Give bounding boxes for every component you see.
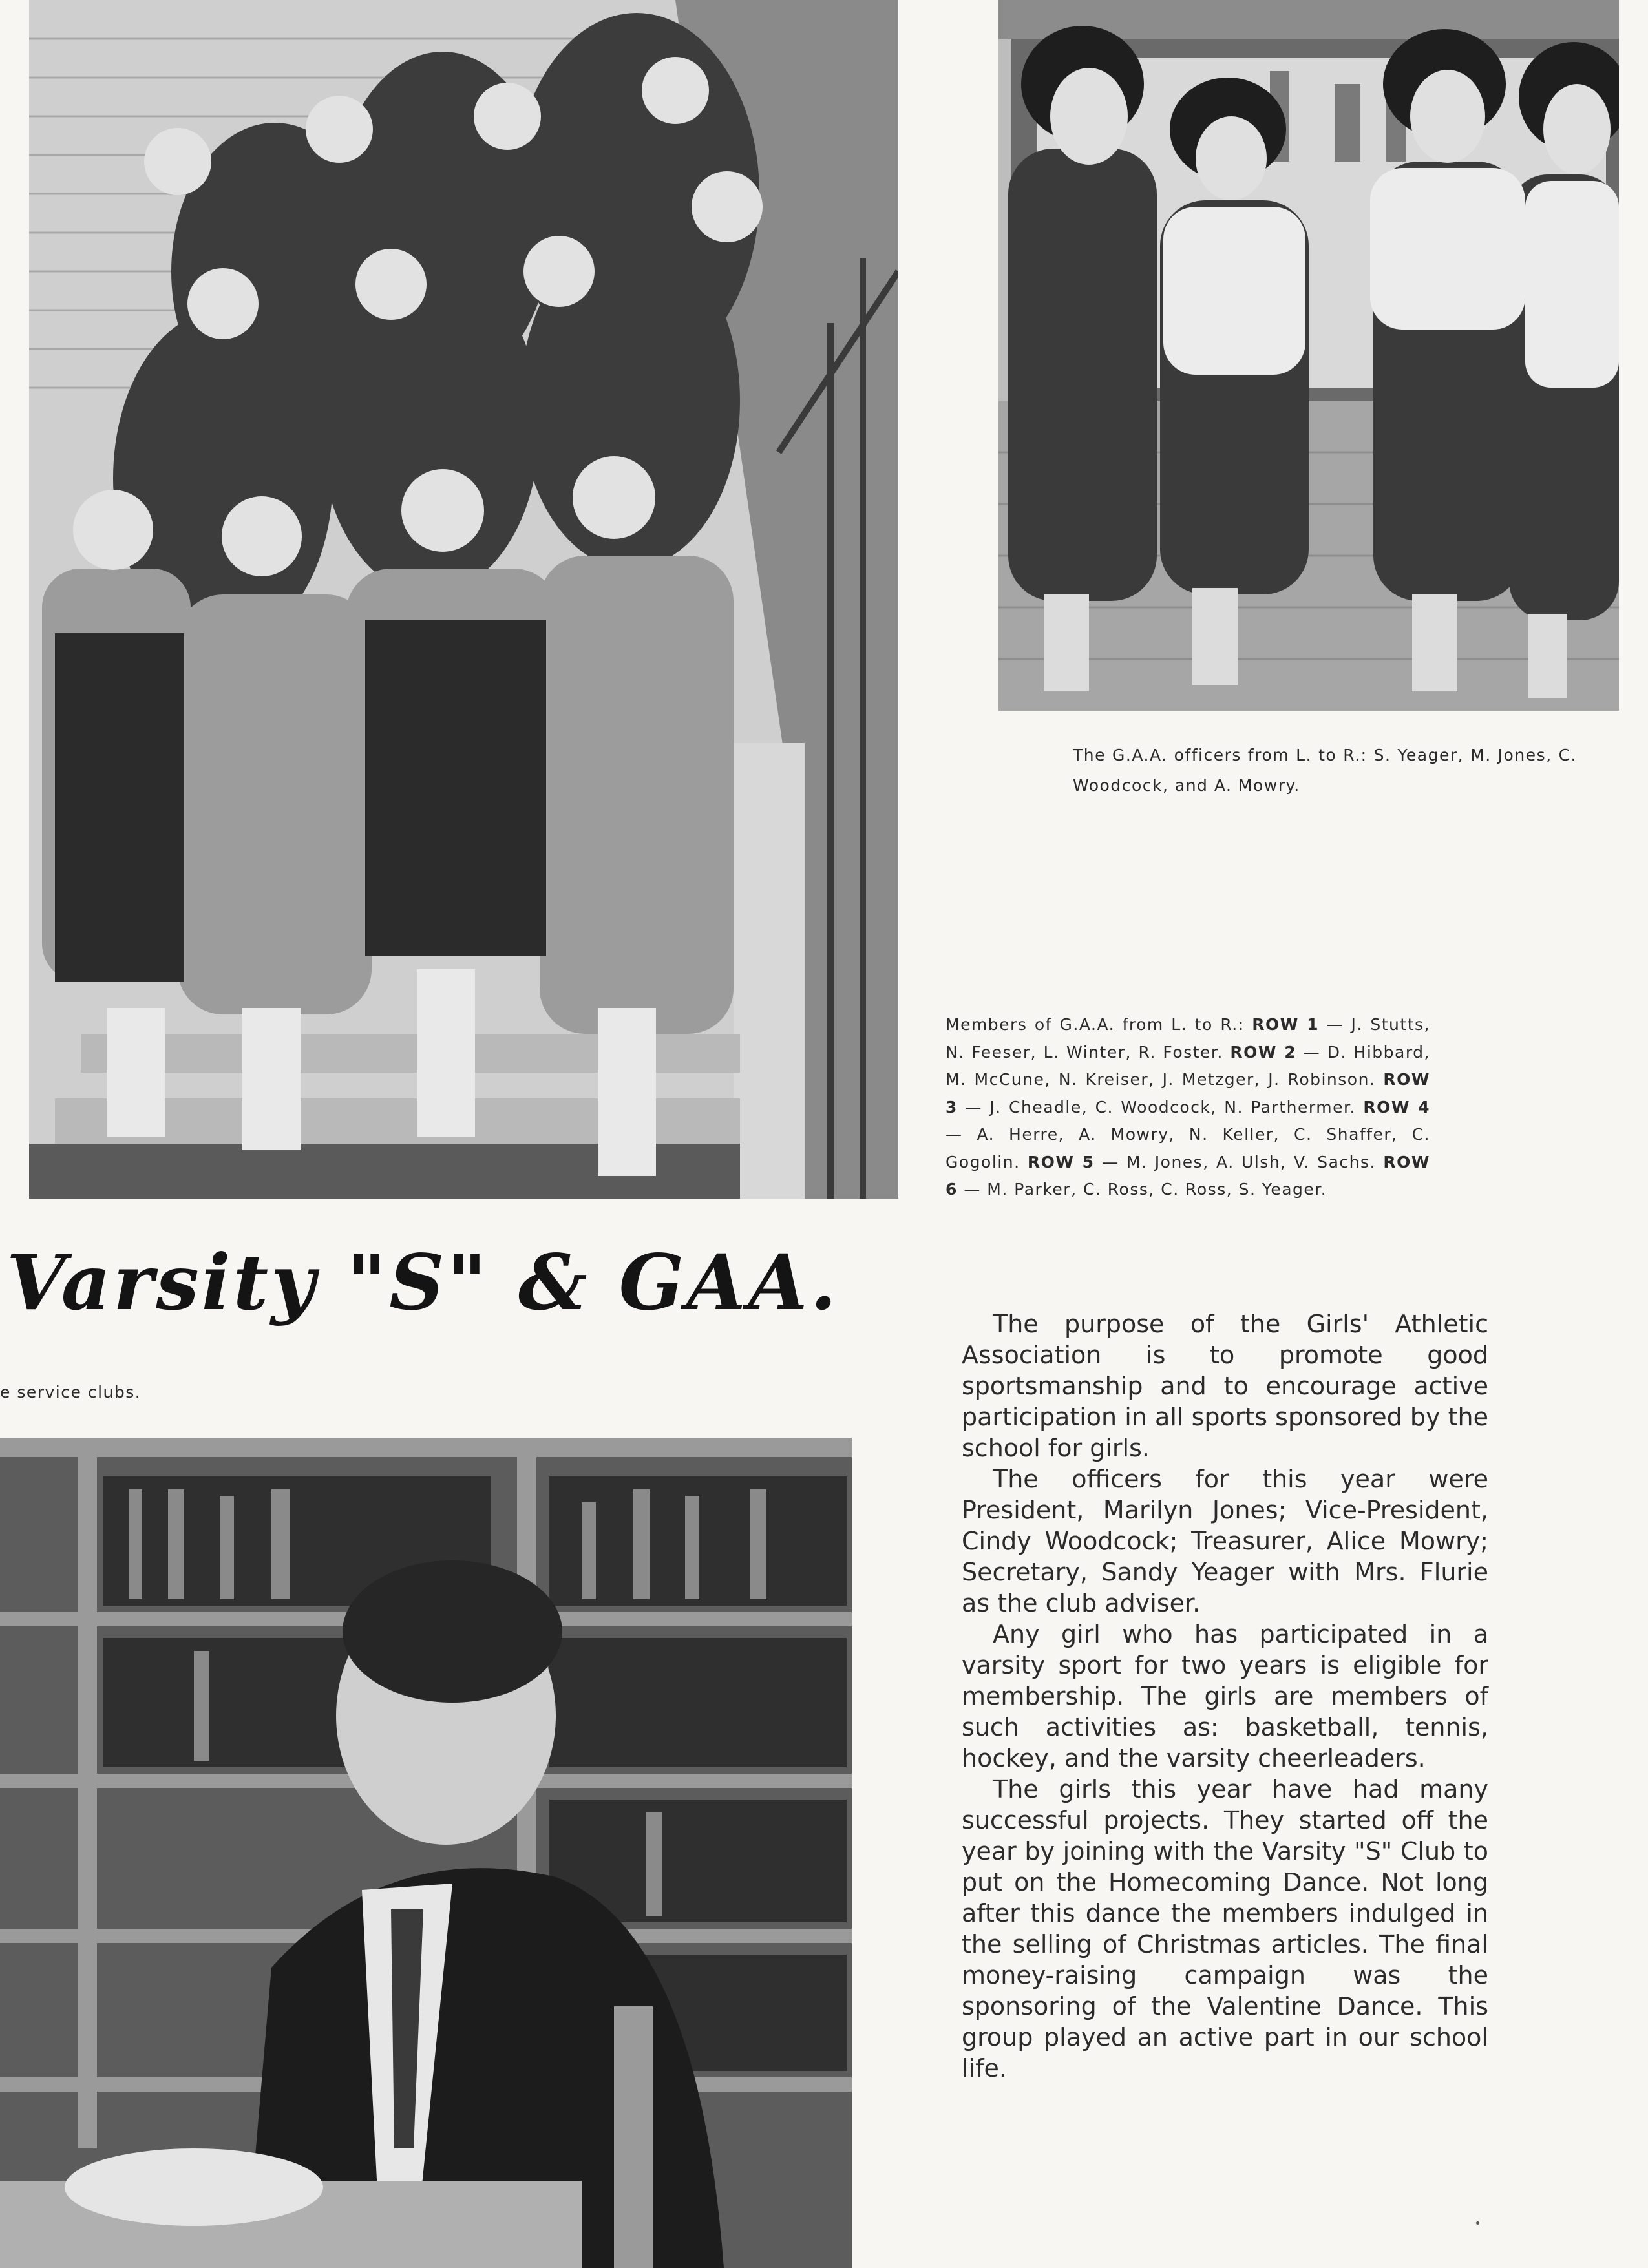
members-caption-text xyxy=(945,1011,1430,1204)
row-names: — J. Stutts, N. Feeser, L. Winter, R. Foster. xyxy=(945,1015,1430,1062)
body-paragraph: The purpose of the Girls' Athletic Association is to promote good sportsmanship and to encourage active participation in all sports sponsored by the school for girls. xyxy=(962,1310,1488,1462)
row-names: — M. Jones, A. Ulsh, V. Sachs. xyxy=(1101,1152,1376,1171)
row-label: ROW 2 xyxy=(1230,1042,1297,1062)
group-photo-image xyxy=(29,0,898,1199)
adviser-photo xyxy=(0,1438,852,2268)
officers-caption: The G.A.A. officers from L. to R.: S. Yeager, M. Jones, C. Woodcock, and A. Mowry. xyxy=(1073,746,1577,795)
row-names: — J. Cheadle, C. Woodcock, N. Parthermer. xyxy=(965,1097,1356,1117)
section-title: Varsity "S" & GAA. xyxy=(6,1237,840,1327)
body-paragraph: Any girl who has participated in a varsity sport for two years is eligible for membership. The girls are members of such activities as: basketball, tennis, hockey, and the varsity cheerleaders. xyxy=(962,1620,1488,1772)
row-label: ROW 5 xyxy=(1027,1152,1095,1171)
body-text xyxy=(962,1308,1488,2084)
officers-photo xyxy=(998,0,1619,711)
page-mark xyxy=(1476,2221,1479,2225)
row-names: — A. Herre, A. Mowry, N. Keller, C. Shaffer, C. Gogolin. xyxy=(945,1125,1430,1171)
row-label: ROW 1 xyxy=(1252,1015,1319,1034)
body-paragraph: The officers for this year were President, Marilyn Jones; Vice-President, Cindy Woodcock; Treasurer, Alice Mowry; Secretary, Sandy Yeager with Mrs. Flurie as the club adviser. xyxy=(962,1465,1488,1617)
members-caption-intro: Members of G.A.A. from L. to R.: xyxy=(945,1015,1245,1034)
members-caption xyxy=(945,1011,1430,1204)
row-label: ROW 4 xyxy=(1363,1097,1431,1117)
officers-photo-image xyxy=(998,0,1619,711)
row-label: ROW 6 xyxy=(945,1152,1430,1199)
row-5 xyxy=(1028,1153,1376,1171)
group-photo xyxy=(29,0,898,1199)
row-names: — D. Hibbard, M. McCune, N. Kreiser, J. Metzger, J. Robinson. xyxy=(945,1042,1430,1089)
row-label: ROW 3 xyxy=(945,1070,1430,1117)
title-fragment: e service clubs. xyxy=(0,1383,142,1402)
adviser-photo-image xyxy=(0,1438,852,2268)
body-paragraph: The girls this year have had many successful projects. They started off the year by joining with the Varsity "S" Club to put on the Homecoming Dance. Not long after this dance the members indulged in the selling of Christmas articles. The final money-raising campaign was the sponsoring of the Valentine Dance. This group played an active part in our school life. xyxy=(962,1775,1488,2083)
row-names: — M. Parker, C. Ross, C. Ross, S. Yeager. xyxy=(964,1180,1327,1199)
